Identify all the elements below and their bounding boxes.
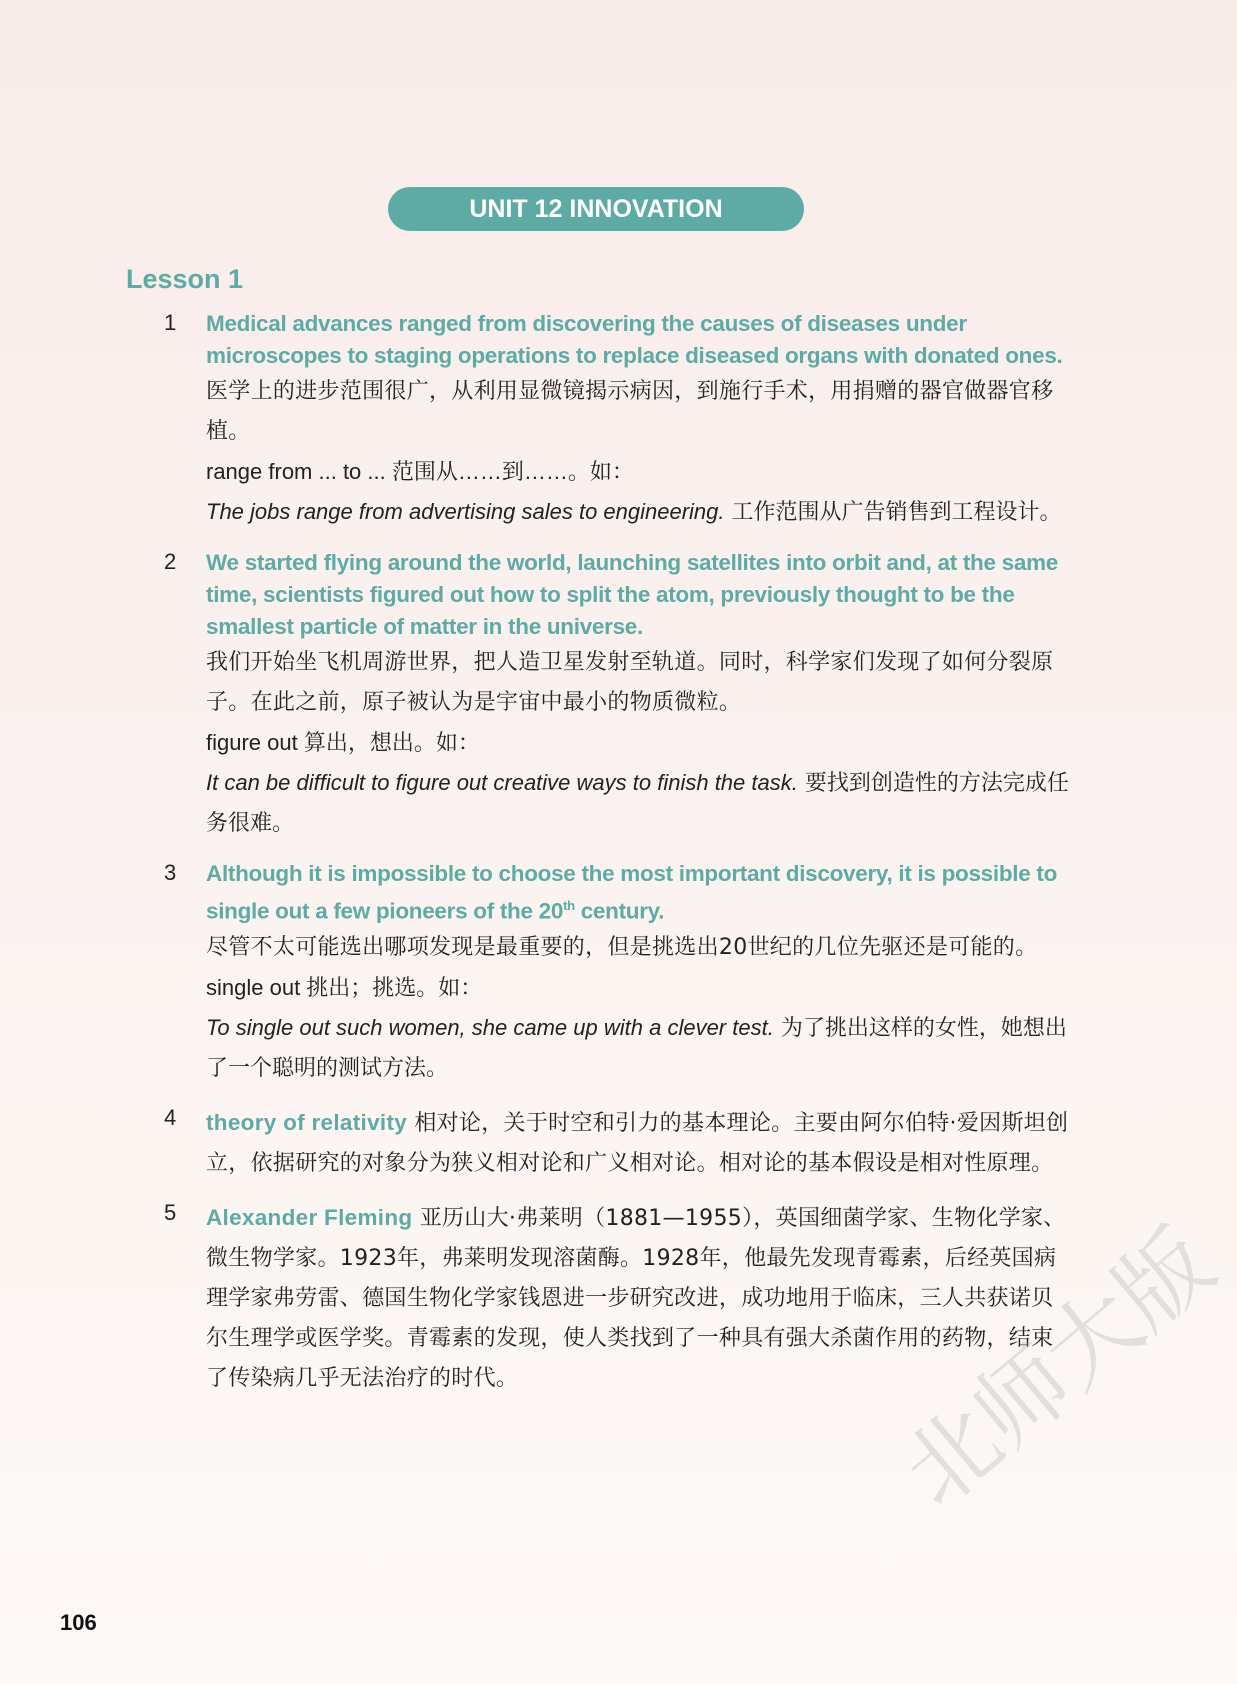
note-definition bbox=[206, 1198, 1069, 1399]
note-sentence-en: We started flying around the world, launching satellites into orbit and, at the same time, scientists figured out how to split the atom, previously thought to be the smallest particle of matter in the universe. bbox=[206, 550, 1059, 639]
note-example-en: To single out such women, she came up with a clever test. bbox=[206, 1014, 774, 1040]
note-example-en: It can be difficult to figure out creative ways to finish the task. bbox=[206, 770, 798, 795]
note-number: 5 bbox=[164, 1199, 177, 1225]
note-sentence-en bbox=[206, 858, 1069, 928]
note-phrase: single out 挑出；挑选。如： bbox=[206, 974, 483, 1000]
note-example bbox=[206, 492, 1069, 533]
note-1 bbox=[164, 308, 1069, 533]
lesson-title: Lesson 1 bbox=[126, 264, 244, 294]
note-translation-zh: 我们开始坐飞机周游世界，把人造卫星发射至轨道。同时，科学家们发现了如何分裂原子。在此之前，原子被认为是宇宙中最小的物质微粒。 bbox=[206, 650, 1054, 715]
note-5 bbox=[164, 1198, 1069, 1399]
note-number: 4 bbox=[164, 1104, 177, 1130]
note-number: 2 bbox=[164, 549, 177, 574]
notes-list bbox=[164, 308, 1069, 1413]
note-term: theory of relativity bbox=[206, 1109, 408, 1135]
note-sentence-en: Medical advances ranged from discovering the causes of diseases under microscopes to staging operations to replace diseased organs with donated ones. bbox=[206, 311, 1063, 368]
note-example bbox=[206, 763, 1069, 844]
note-3 bbox=[164, 858, 1069, 1089]
note-example-en: The jobs range from advertising sales to engineering. bbox=[206, 499, 725, 524]
note-definition-zh: 亚历山大·弗莱明（1881—1955），英国细菌学家、生物化学家、微生物学家。1923年，弗莱明发现溶菌酶。1928年，他最先发现青霉素，后经英国病理学家弗劳雷、德国生物化学家钱恩进一步研究改进，成功地用于临床，三人共获诺贝尔生理学或医学奖。青霉素的发现，使人类找到了一种具有强大杀菌作用的药物，结束了传染病几乎无法治疗的时代。 bbox=[206, 1205, 1066, 1391]
note-example-zh: 要找到创造性的方法完成任务很难。 bbox=[206, 771, 1069, 836]
note-definition bbox=[206, 1103, 1069, 1184]
publisher-watermark: 北师大版 bbox=[882, 1208, 1234, 1528]
note-2 bbox=[164, 547, 1069, 844]
note-example-zh: 工作范围从广告销售到工程设计。 bbox=[731, 500, 1062, 525]
note-example-zh: 为了挑出这样的女性，她想出了一个聪明的测试方法。 bbox=[206, 1015, 1067, 1081]
note-phrase: range from ... to ... 范围从……到……。如： bbox=[206, 459, 634, 484]
unit-banner: UNIT 12 INNOVATION bbox=[388, 187, 804, 231]
note-number: 3 bbox=[164, 860, 177, 885]
note-number: 1 bbox=[164, 310, 177, 335]
note-translation-zh: 尽管不太可能选出哪项发现是最重要的，但是挑选出20世纪的几位先驱还是可能的。 bbox=[206, 934, 1038, 960]
note-term: Alexander Fleming bbox=[206, 1204, 413, 1230]
note-example bbox=[206, 1008, 1069, 1089]
note-translation-zh: 医学上的进步范围很广，从利用显微镜揭示病因，到施行手术，用捐赠的器官做器官移植。 bbox=[206, 379, 1054, 444]
page-number: 106 bbox=[60, 1610, 97, 1635]
note-4 bbox=[164, 1103, 1069, 1184]
ordinal-suffix: th bbox=[563, 898, 575, 913]
note-definition-zh: 相对论，关于时空和引力的基本理论。主要由阿尔伯特·爱因斯坦创立，依据研究的对象分为狭义相对论和广义相对论。相对论的基本假设是相对性原理。 bbox=[206, 1110, 1069, 1176]
note-phrase: figure out 算出，想出。如： bbox=[206, 730, 480, 755]
sentence-part: century. bbox=[574, 898, 665, 924]
sentence-part: Although it is impossible to choose the most important discovery, it is possible to single out a few pioneers of the 20 bbox=[206, 861, 1058, 924]
